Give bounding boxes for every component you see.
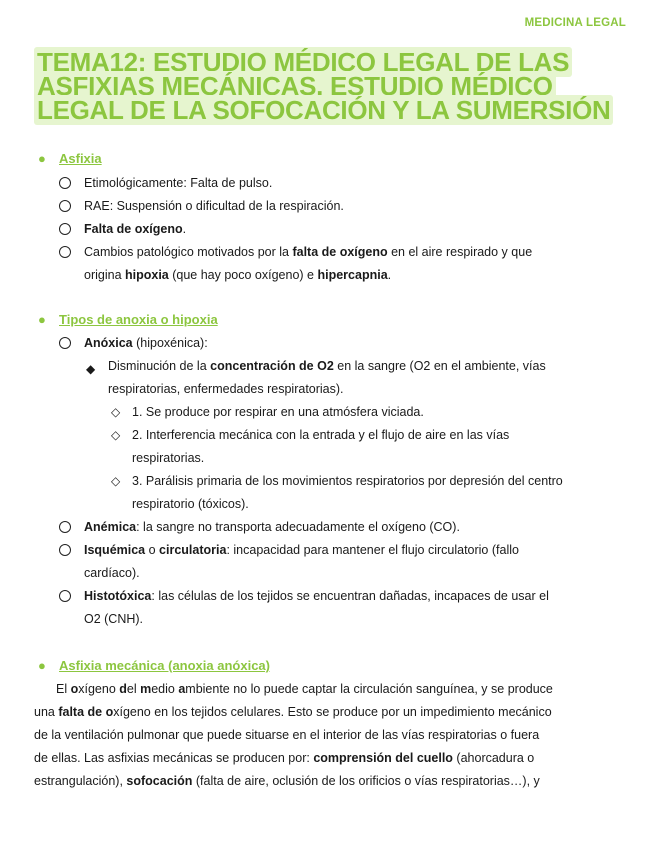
bullet-icon: ●	[38, 658, 46, 673]
circle-bullet-icon	[59, 590, 71, 602]
paragraph-line: de la ventilación pulmonar que puede situarse en el interior de las vías respiratorias o fuera	[34, 728, 540, 742]
circle-bullet-icon	[59, 223, 71, 235]
list-item: Falta de oxígeno.	[38, 218, 532, 241]
paragraph-line: de ellas. Las asfixias mecánicas se producen por: comprensión del cuello (ahorcadura o	[34, 751, 535, 765]
list-item: RAE: Suspensión o dificultad de la respiración.	[38, 195, 532, 218]
section-tipos	[38, 312, 563, 631]
paragraph-mecanica	[34, 678, 626, 793]
section-heading-tipos: ● Tipos de anoxia o hipoxia	[38, 312, 218, 327]
list-item: Etimológicamente: Falta de pulso.	[38, 172, 532, 195]
circle-bullet-icon	[59, 544, 71, 556]
paragraph-line: El oxígeno del medio ambiente no lo puede captar la circulación sanguínea, y se produce	[56, 682, 553, 696]
section-heading-asfixia: ● Asfixia	[38, 151, 102, 166]
list-item: Anóxica (hipoxénica):	[38, 332, 563, 355]
list-item: Anémica: la sangre no transporta adecuadamente el oxígeno (CO).	[38, 516, 563, 539]
section-asfixia	[38, 151, 532, 287]
page-title: TEMA12: ESTUDIO MÉDICO LEGAL DE LAS ASFIXIAS MECÁNICAS. ESTUDIO MÉDICO LEGAL DE LA SOFOCACIÓN Y LA SUMERSIÓN	[34, 50, 624, 122]
list-item: Cambios patológico motivados por la falta de oxígeno en el aire respirado y que origina hipoxia (que hay poco oxígeno) e hipercapnia.	[38, 241, 532, 287]
list-item: Isquémica o circulatoria: incapacidad para mantener el flujo circulatorio (fallo cardíaco).	[38, 539, 563, 585]
hollow-diamond-bullet-icon: ◇	[111, 428, 121, 442]
paragraph-line: una falta de oxígeno en los tejidos celulares. Esto se produce por un impedimiento mecánico	[34, 705, 552, 719]
diamond-bullet-icon: ◆	[86, 362, 96, 376]
bullet-icon: ●	[38, 151, 46, 166]
hollow-diamond-bullet-icon: ◇	[111, 474, 121, 488]
paragraph-line: estrangulación), sofocación (falta de aire, oclusión de los orificios o vías respiratorias…), y	[34, 774, 540, 788]
section-mecanica	[38, 658, 270, 673]
bullet-icon: ●	[38, 312, 46, 327]
list-item: ◆ Disminución de la concentración de O2 en la sangre (O2 en el ambiente, vías respiratorias, enfermedades respiratorias).	[86, 359, 546, 396]
circle-bullet-icon	[59, 246, 71, 258]
list-item: ◇ 1. Se produce por respirar en una atmósfera viciada.	[38, 401, 563, 424]
circle-bullet-icon	[59, 337, 71, 349]
list-item: ◇ 3. Parálisis primaria de los movimientos respiratorios por depresión del centro respiratorio (tóxicos).	[38, 470, 563, 516]
list-item: Histotóxica: las células de los tejidos se encuentran dañadas, incapaces de usar el O2 (CNH).	[38, 585, 563, 631]
circle-bullet-icon	[59, 177, 71, 189]
header-subject: MEDICINA LEGAL	[524, 17, 626, 29]
circle-bullet-icon	[59, 521, 71, 533]
list-item: ◇ 2. Interferencia mecánica con la entrada y el flujo de aire en las vías respiratorias.	[38, 424, 563, 470]
hollow-diamond-bullet-icon: ◇	[111, 405, 121, 419]
section-heading-mecanica: ● Asfixia mecánica (anoxia anóxica)	[38, 658, 270, 673]
circle-bullet-icon	[59, 200, 71, 212]
